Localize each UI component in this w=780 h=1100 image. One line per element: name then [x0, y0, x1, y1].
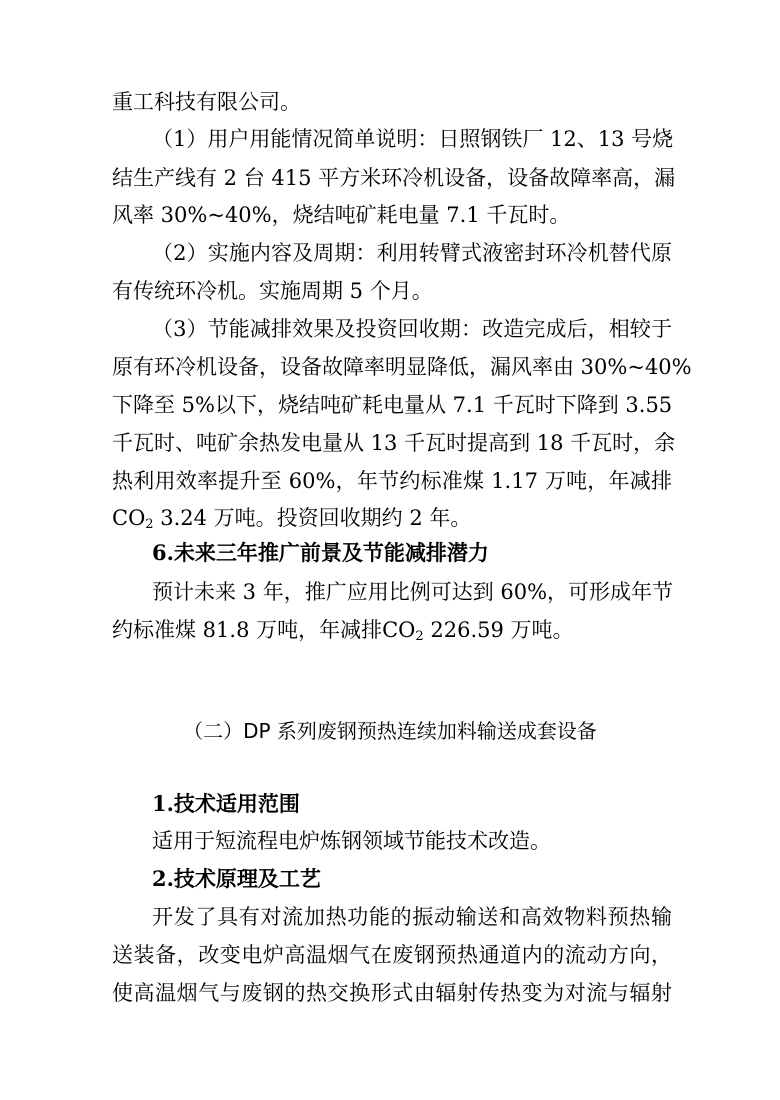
item3-line-3: 下降至 5%以下，烧结吨矿耗电量从 7.1 千瓦时下降到 3.55 [112, 393, 673, 417]
item2-line-1: （2）实施内容及周期：利用转臂式液密封环冷机替代原 [152, 241, 672, 265]
item3-line-1: （3）节能减排效果及投资回收期：改造完成后，相较于 [152, 317, 672, 341]
section-title: （二）DP 系列废钢预热连续加料输送成套设备 [183, 719, 597, 743]
item3-line-5: 热利用效率提升至 60%，年节约标准煤 1.17 万吨，年减排 [112, 469, 672, 493]
item3-line-6-rest: 3.24 万吨。投资回收期约 2 年。 [153, 506, 472, 530]
heading-6: 6.未来三年推广前景及节能减排潜力 [152, 540, 489, 565]
scope-line-1: 适用于短流程电炉炼钢领域节能技术改造。 [152, 829, 551, 853]
item1-line-2: 结生产线有 2 台 415 平方米环冷机设备，设备故障率高，漏 [112, 166, 676, 190]
item1-line-1: （1）用户用能情况简单说明：日照钢铁厂 12、13 号烧 [152, 127, 674, 151]
principle-line-1: 开发了具有对流加热功能的振动输送和高效物料预热输 [152, 905, 672, 929]
item1-line-3: 风率 30%~40%，烧结吨矿耗电量 7.1 千瓦时。 [112, 203, 571, 227]
para6-line-2-rest: 226.59 万吨。 [423, 618, 574, 642]
co2-subscript: 2 [145, 517, 154, 532]
item3-line-4: 千瓦时、吨矿余热发电量从 13 千瓦时提高到 18 千瓦时，余 [112, 431, 676, 455]
para6-line-2-text: 约标准煤 81.8 万吨，年减排CO [112, 618, 416, 642]
heading-principle: 2.技术原理及工艺 [152, 866, 321, 891]
item2-line-2: 有传统环冷机。实施周期 5 个月。 [112, 279, 433, 303]
co2-text: CO [112, 506, 146, 530]
para6-line-2 [112, 615, 672, 645]
co2-subscript: 2 [415, 629, 424, 644]
item3-line-6 [112, 503, 672, 533]
principle-line-2: 送装备，改变电炉高温烟气在废钢预热通道内的流动方向， [112, 943, 672, 967]
item3-line-2: 原有环冷机设备，设备故障率明显降低，漏风率由 30%~40% [112, 355, 692, 379]
intro-line-1: 重工科技有限公司。 [112, 90, 301, 114]
heading-scope: 1.技术适用范围 [152, 791, 300, 816]
principle-line-3: 使高温烟气与废钢的热交换形式由辐射传热变为对流与辐射 [112, 981, 672, 1005]
para6-line-1: 预计未来 3 年，推广应用比例可达到 60%，可形成年节 [152, 580, 674, 604]
